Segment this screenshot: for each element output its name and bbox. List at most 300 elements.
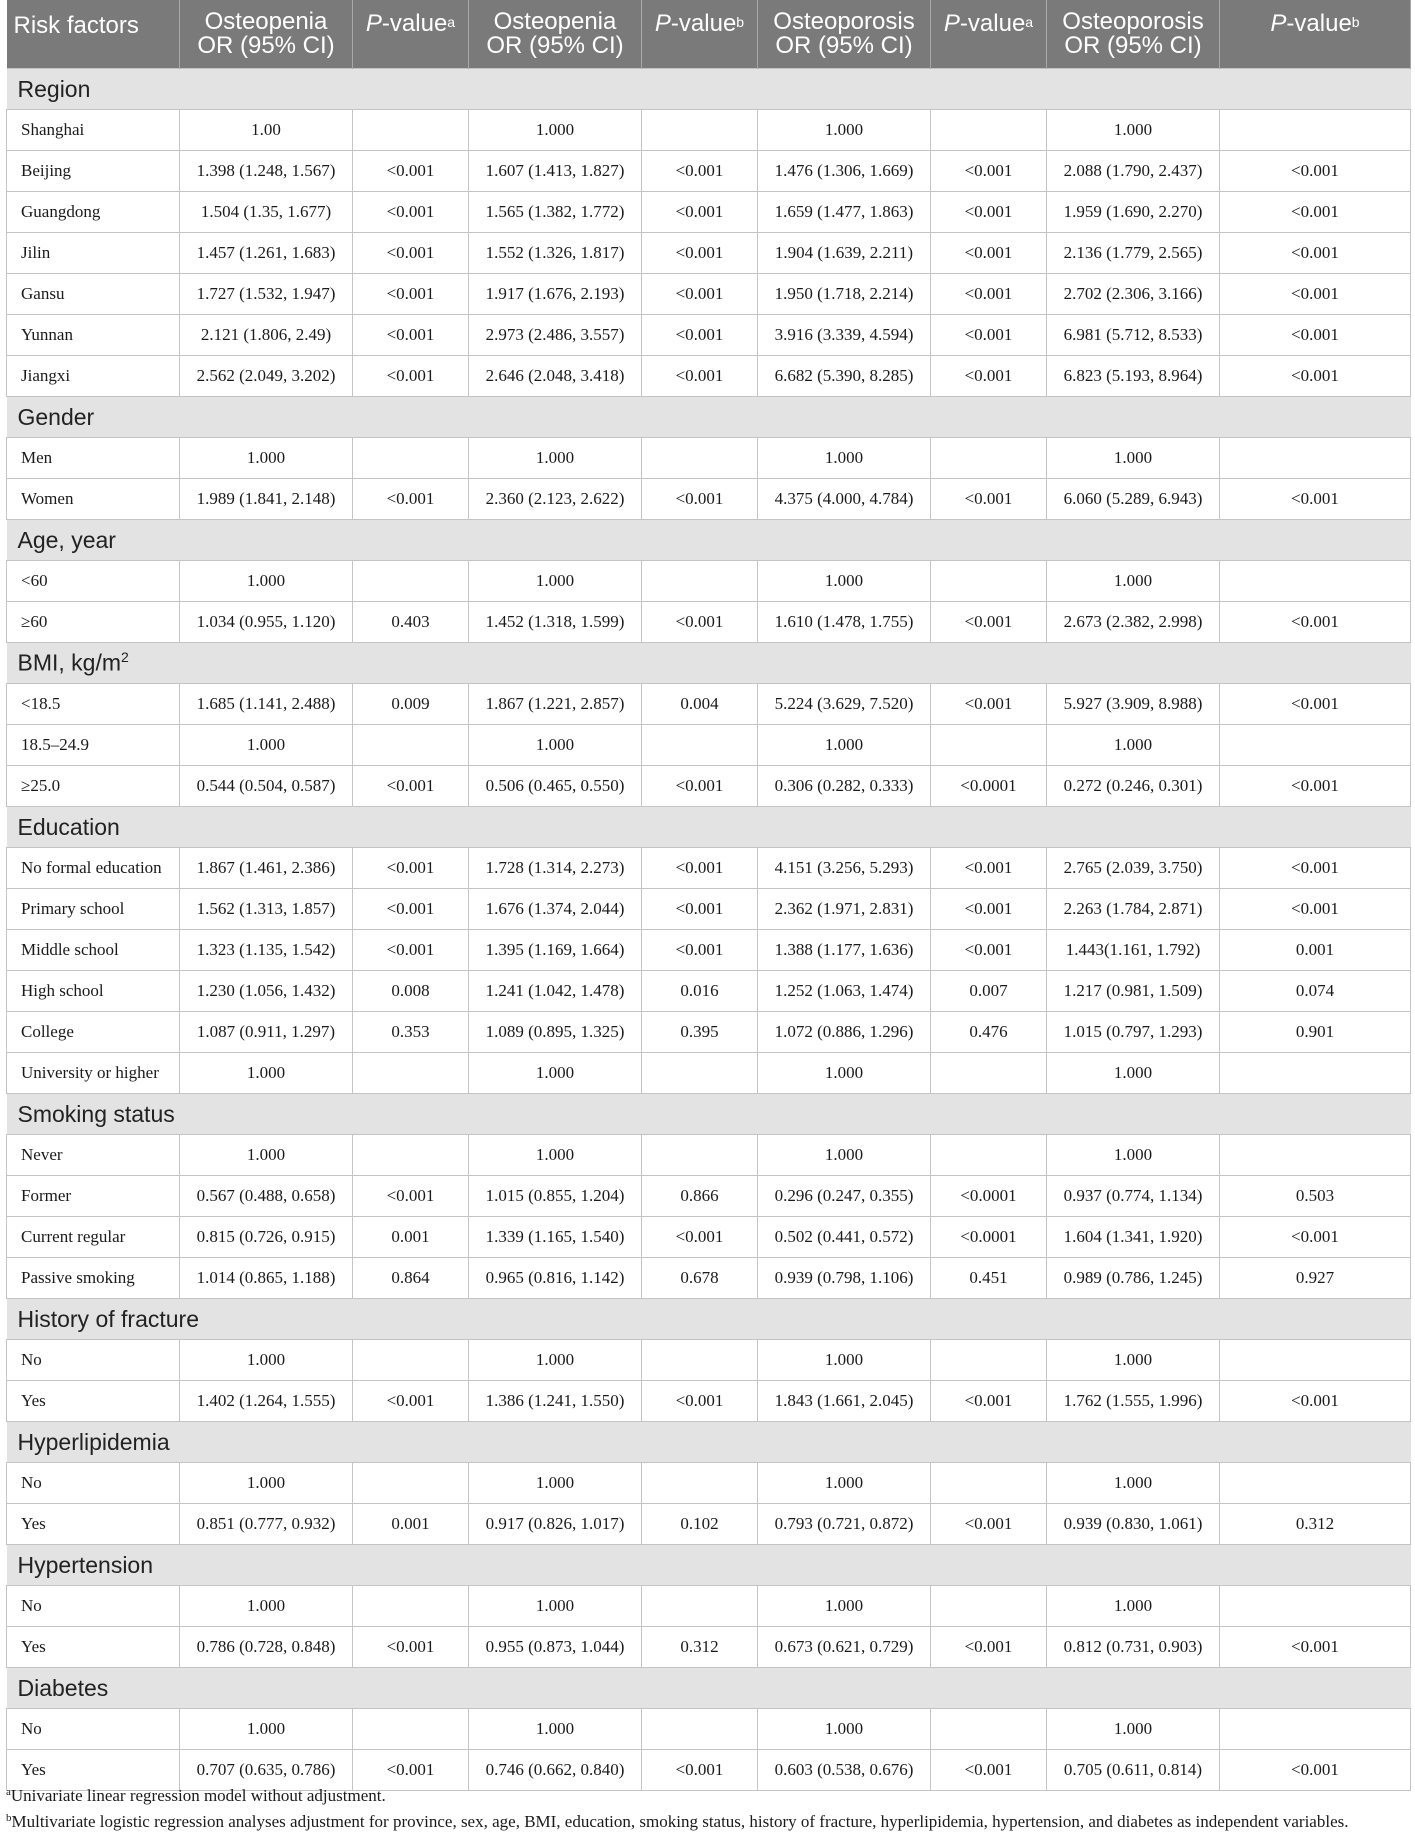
osteopenia-or-b-cell: 1.241 (1.042, 1.478): [469, 971, 642, 1012]
header-pvalue-a-osteopenia: P-value$^a$: [353, 0, 469, 69]
osteoporosis-or-b-cell: 1.959 (1.690, 2.270): [1047, 192, 1220, 233]
osteoporosis-or-b-cell: 1.000: [1047, 725, 1220, 766]
section-title: [7, 1668, 1411, 1709]
table-row: [7, 1217, 1411, 1258]
osteopenia-pvalue-a-cell: [353, 1053, 469, 1094]
osteopenia-or-a-cell: 1.230 (1.056, 1.432): [180, 971, 353, 1012]
osteopenia-or-a-cell: 1.402 (1.264, 1.555): [180, 1381, 353, 1422]
osteoporosis-pvalue-a-cell: <0.001: [931, 479, 1047, 520]
risk-factor-table-container: [6, 0, 1410, 1791]
header-pvalue-b-osteopenia: P-value$^b$: [642, 0, 758, 69]
osteoporosis-or-b-cell: 1.217 (0.981, 1.509): [1047, 971, 1220, 1012]
header-pvalue-a-osteoporosis: P-value$^a$: [931, 0, 1047, 69]
osteoporosis-pvalue-a-cell: <0.0001: [931, 1217, 1047, 1258]
risk-factor-cell: Jilin: [7, 233, 180, 274]
osteopenia-or-a-cell: 0.567 (0.488, 0.658): [180, 1176, 353, 1217]
osteoporosis-pvalue-b-cell: <0.001: [1220, 1217, 1411, 1258]
osteopenia-pvalue-b-cell: <0.001: [642, 1750, 758, 1791]
table-row: [7, 438, 1411, 479]
osteopenia-pvalue-b-cell: [642, 1586, 758, 1627]
osteopenia-pvalue-b-cell: [642, 1135, 758, 1176]
osteoporosis-pvalue-b-cell: <0.001: [1220, 684, 1411, 725]
osteopenia-pvalue-b-cell: <0.001: [642, 192, 758, 233]
osteopenia-pvalue-b-cell: <0.001: [642, 930, 758, 971]
osteoporosis-pvalue-a-cell: [931, 438, 1047, 479]
osteoporosis-pvalue-a-cell: <0.001: [931, 233, 1047, 274]
osteoporosis-pvalue-b-cell: 0.001: [1220, 930, 1411, 971]
osteoporosis-pvalue-a-cell: [931, 1709, 1047, 1750]
risk-factor-cell: ≥25.0: [7, 766, 180, 807]
header-osteoporosis-or-univariate: Osteoporosis OR (95% CI): [758, 0, 931, 69]
osteopenia-pvalue-a-cell: <0.001: [353, 1176, 469, 1217]
osteopenia-pvalue-b-cell: <0.001: [642, 151, 758, 192]
section-title: [7, 69, 1411, 110]
risk-factor-cell: ≥60: [7, 602, 180, 643]
osteoporosis-pvalue-a-cell: [931, 1135, 1047, 1176]
table-row: [7, 1340, 1411, 1381]
osteoporosis-pvalue-a-cell: <0.0001: [931, 766, 1047, 807]
osteopenia-pvalue-a-cell: <0.001: [353, 479, 469, 520]
osteopenia-pvalue-a-cell: 0.009: [353, 684, 469, 725]
section-title-superscript: 2: [121, 649, 129, 666]
osteoporosis-or-b-cell: 2.765 (2.039, 3.750): [1047, 848, 1220, 889]
osteoporosis-pvalue-a-cell: [931, 561, 1047, 602]
osteoporosis-or-a-cell: 1.000: [758, 1053, 931, 1094]
table-row: [7, 1709, 1411, 1750]
osteoporosis-pvalue-b-cell: <0.001: [1220, 602, 1411, 643]
risk-factor-cell: No: [7, 1586, 180, 1627]
osteopenia-or-a-cell: 1.000: [180, 1135, 353, 1176]
osteoporosis-or-a-cell: 1.000: [758, 1135, 931, 1176]
table-row: [7, 1012, 1411, 1053]
osteoporosis-pvalue-b-cell: <0.001: [1220, 1627, 1411, 1668]
section-title: [7, 1094, 1411, 1135]
section-title-text: BMI, kg/m: [17, 649, 122, 676]
osteopenia-pvalue-b-cell: 0.102: [642, 1504, 758, 1545]
osteopenia-or-b-cell: 1.015 (0.855, 1.204): [469, 1176, 642, 1217]
osteopenia-pvalue-a-cell: [353, 725, 469, 766]
osteoporosis-pvalue-a-cell: <0.001: [931, 1750, 1047, 1791]
osteoporosis-or-a-cell: 1.000: [758, 438, 931, 479]
osteoporosis-pvalue-a-cell: 0.007: [931, 971, 1047, 1012]
osteopenia-pvalue-a-cell: [353, 1340, 469, 1381]
osteopenia-or-a-cell: 2.562 (2.049, 3.202): [180, 356, 353, 397]
section-header-hypertension: [7, 1545, 1411, 1586]
osteoporosis-pvalue-b-cell: <0.001: [1220, 192, 1411, 233]
osteoporosis-pvalue-b-cell: 0.074: [1220, 971, 1411, 1012]
osteopenia-or-a-cell: 1.562 (1.313, 1.857): [180, 889, 353, 930]
section-header-hyperlipidemia: [7, 1422, 1411, 1463]
osteoporosis-pvalue-a-cell: <0.001: [931, 315, 1047, 356]
osteoporosis-pvalue-b-cell: <0.001: [1220, 151, 1411, 192]
osteopenia-or-a-cell: 1.014 (0.865, 1.188): [180, 1258, 353, 1299]
osteoporosis-pvalue-b-cell: <0.001: [1220, 315, 1411, 356]
section-title-text: Gender: [17, 403, 95, 430]
osteoporosis-or-b-cell: 1.000: [1047, 438, 1220, 479]
osteopenia-pvalue-b-cell: 0.866: [642, 1176, 758, 1217]
osteoporosis-or-a-cell: 6.682 (5.390, 8.285): [758, 356, 931, 397]
osteoporosis-or-a-cell: 4.151 (3.256, 5.293): [758, 848, 931, 889]
osteopenia-pvalue-a-cell: <0.001: [353, 1381, 469, 1422]
osteopenia-or-a-cell: 0.815 (0.726, 0.915): [180, 1217, 353, 1258]
osteopenia-or-b-cell: 1.728 (1.314, 2.273): [469, 848, 642, 889]
osteopenia-or-a-cell: 1.034 (0.955, 1.120): [180, 602, 353, 643]
section-title: [7, 643, 1411, 684]
osteopenia-or-a-cell: 1.323 (1.135, 1.542): [180, 930, 353, 971]
osteoporosis-or-a-cell: 1.000: [758, 725, 931, 766]
osteoporosis-pvalue-a-cell: [931, 1463, 1047, 1504]
osteopenia-or-a-cell: 1.000: [180, 725, 353, 766]
osteopenia-or-a-cell: 1.000: [180, 1463, 353, 1504]
osteopenia-or-b-cell: 1.000: [469, 110, 642, 151]
risk-factor-cell: Jiangxi: [7, 356, 180, 397]
osteoporosis-pvalue-b-cell: <0.001: [1220, 1381, 1411, 1422]
osteoporosis-pvalue-a-cell: <0.001: [931, 1627, 1047, 1668]
osteoporosis-pvalue-b-cell: <0.001: [1220, 274, 1411, 315]
header-pvalue-b-osteoporosis: P-value$^b$: [1220, 0, 1411, 69]
osteopenia-pvalue-b-cell: [642, 561, 758, 602]
osteoporosis-pvalue-a-cell: 0.451: [931, 1258, 1047, 1299]
osteopenia-pvalue-a-cell: [353, 438, 469, 479]
risk-factor-cell: High school: [7, 971, 180, 1012]
osteoporosis-or-b-cell: 2.263 (1.784, 2.871): [1047, 889, 1220, 930]
osteopenia-pvalue-b-cell: <0.001: [642, 479, 758, 520]
osteopenia-or-b-cell: 1.917 (1.676, 2.193): [469, 274, 642, 315]
osteoporosis-or-a-cell: 1.000: [758, 1586, 931, 1627]
table-row: [7, 889, 1411, 930]
osteoporosis-pvalue-b-cell: [1220, 1709, 1411, 1750]
risk-factor-cell: No formal education: [7, 848, 180, 889]
osteopenia-pvalue-a-cell: 0.001: [353, 1217, 469, 1258]
table-row: [7, 602, 1411, 643]
table-row: [7, 725, 1411, 766]
osteoporosis-or-a-cell: 1.659 (1.477, 1.863): [758, 192, 931, 233]
table-row: [7, 561, 1411, 602]
osteopenia-or-b-cell: 0.746 (0.662, 0.840): [469, 1750, 642, 1791]
osteopenia-or-a-cell: 2.121 (1.806, 2.49): [180, 315, 353, 356]
osteopenia-or-b-cell: 1.000: [469, 1709, 642, 1750]
osteopenia-pvalue-a-cell: [353, 1135, 469, 1176]
osteopenia-or-b-cell: 1.339 (1.165, 1.540): [469, 1217, 642, 1258]
osteoporosis-or-b-cell: 2.088 (1.790, 2.437): [1047, 151, 1220, 192]
osteoporosis-or-b-cell: 6.981 (5.712, 8.533): [1047, 315, 1220, 356]
section-title: [7, 1299, 1411, 1340]
table-header: [7, 0, 1411, 69]
osteoporosis-or-b-cell: 2.136 (1.779, 2.565): [1047, 233, 1220, 274]
osteopenia-or-a-cell: 1.867 (1.461, 2.386): [180, 848, 353, 889]
osteopenia-pvalue-a-cell: [353, 1709, 469, 1750]
osteopenia-pvalue-b-cell: [642, 1340, 758, 1381]
osteoporosis-pvalue-a-cell: <0.001: [931, 356, 1047, 397]
osteopenia-pvalue-a-cell: <0.001: [353, 1750, 469, 1791]
osteoporosis-or-b-cell: 1.000: [1047, 110, 1220, 151]
osteoporosis-pvalue-a-cell: <0.001: [931, 1381, 1047, 1422]
risk-factor-cell: Primary school: [7, 889, 180, 930]
section-title-text: Smoking status: [17, 1100, 175, 1127]
section-header-age-year: [7, 520, 1411, 561]
osteopenia-or-a-cell: 1.504 (1.35, 1.677): [180, 192, 353, 233]
osteopenia-pvalue-b-cell: 0.678: [642, 1258, 758, 1299]
table-row: [7, 274, 1411, 315]
section-title-text: Region: [17, 75, 91, 102]
osteoporosis-pvalue-b-cell: <0.001: [1220, 233, 1411, 274]
risk-factor-cell: Shanghai: [7, 110, 180, 151]
osteopenia-or-b-cell: 1.386 (1.241, 1.550): [469, 1381, 642, 1422]
osteoporosis-pvalue-a-cell: <0.001: [931, 192, 1047, 233]
osteopenia-pvalue-b-cell: 0.016: [642, 971, 758, 1012]
osteopenia-or-a-cell: 1.000: [180, 1709, 353, 1750]
table-row: [7, 1053, 1411, 1094]
osteoporosis-or-b-cell: 0.812 (0.731, 0.903): [1047, 1627, 1220, 1668]
osteopenia-or-a-cell: 1.989 (1.841, 2.148): [180, 479, 353, 520]
osteopenia-or-b-cell: 2.646 (2.048, 3.418): [469, 356, 642, 397]
osteoporosis-or-a-cell: 1.476 (1.306, 1.669): [758, 151, 931, 192]
table-row: [7, 1586, 1411, 1627]
risk-factor-cell: Current regular: [7, 1217, 180, 1258]
risk-factor-cell: Gansu: [7, 274, 180, 315]
osteopenia-pvalue-b-cell: <0.001: [642, 766, 758, 807]
osteopenia-or-b-cell: 2.973 (2.486, 3.557): [469, 315, 642, 356]
section-header-education: [7, 807, 1411, 848]
osteoporosis-pvalue-a-cell: [931, 1053, 1047, 1094]
osteoporosis-or-a-cell: 1.000: [758, 1463, 931, 1504]
osteopenia-or-b-cell: 1.089 (0.895, 1.325): [469, 1012, 642, 1053]
osteoporosis-or-b-cell: 0.939 (0.830, 1.061): [1047, 1504, 1220, 1545]
header-osteoporosis-or-multivariate: Osteoporosis OR (95% CI): [1047, 0, 1220, 69]
section-header-diabetes: [7, 1668, 1411, 1709]
risk-factor-cell: Yes: [7, 1750, 180, 1791]
osteopenia-pvalue-a-cell: <0.001: [353, 930, 469, 971]
osteoporosis-or-a-cell: 1.000: [758, 561, 931, 602]
osteoporosis-or-b-cell: 2.702 (2.306, 3.166): [1047, 274, 1220, 315]
table-row: [7, 192, 1411, 233]
osteopenia-or-b-cell: 1.000: [469, 725, 642, 766]
osteoporosis-pvalue-b-cell: [1220, 110, 1411, 151]
osteopenia-or-b-cell: 1.395 (1.169, 1.664): [469, 930, 642, 971]
osteoporosis-or-a-cell: 1.904 (1.639, 2.211): [758, 233, 931, 274]
osteoporosis-or-a-cell: 1.950 (1.718, 2.214): [758, 274, 931, 315]
table-row: [7, 151, 1411, 192]
osteopenia-pvalue-a-cell: [353, 110, 469, 151]
osteoporosis-pvalue-a-cell: <0.001: [931, 1504, 1047, 1545]
osteopenia-or-a-cell: 1.000: [180, 1586, 353, 1627]
section-title: [7, 520, 1411, 561]
osteoporosis-or-a-cell: 1.000: [758, 1709, 931, 1750]
risk-factor-cell: Passive smoking: [7, 1258, 180, 1299]
osteopenia-or-b-cell: 1.676 (1.374, 2.044): [469, 889, 642, 930]
osteoporosis-or-a-cell: 1.000: [758, 110, 931, 151]
osteopenia-pvalue-b-cell: <0.001: [642, 602, 758, 643]
osteopenia-pvalue-b-cell: [642, 725, 758, 766]
table-row: [7, 684, 1411, 725]
osteopenia-or-b-cell: 1.000: [469, 1340, 642, 1381]
osteoporosis-pvalue-b-cell: [1220, 725, 1411, 766]
osteopenia-or-b-cell: 0.965 (0.816, 1.142): [469, 1258, 642, 1299]
osteopenia-or-b-cell: 1.000: [469, 561, 642, 602]
osteoporosis-pvalue-b-cell: [1220, 1463, 1411, 1504]
osteopenia-pvalue-b-cell: 0.004: [642, 684, 758, 725]
osteoporosis-pvalue-a-cell: [931, 1340, 1047, 1381]
risk-factor-cell: Yunnan: [7, 315, 180, 356]
osteoporosis-or-a-cell: 0.673 (0.621, 0.729): [758, 1627, 931, 1668]
osteopenia-pvalue-b-cell: <0.001: [642, 848, 758, 889]
osteoporosis-or-b-cell: 0.272 (0.246, 0.301): [1047, 766, 1220, 807]
section-header-history-of-fracture: [7, 1299, 1411, 1340]
osteopenia-pvalue-a-cell: 0.001: [353, 1504, 469, 1545]
risk-factor-cell: Former: [7, 1176, 180, 1217]
osteoporosis-pvalue-b-cell: <0.001: [1220, 848, 1411, 889]
table-row: [7, 1135, 1411, 1176]
section-title-text: Diabetes: [17, 1674, 109, 1701]
osteoporosis-pvalue-a-cell: <0.0001: [931, 1176, 1047, 1217]
osteopenia-pvalue-a-cell: 0.864: [353, 1258, 469, 1299]
footnote-b: $^b$Multivariate logistic regression analyses adjustment for province, sex, age, BMI, education, smoking status, history of fracture, hyperlipidemia, hypertension, and diabetes as independent variables.: [6, 1812, 1349, 1831]
osteoporosis-or-b-cell: 1.604 (1.341, 1.920): [1047, 1217, 1220, 1258]
osteopenia-or-a-cell: 1.087 (0.911, 1.297): [180, 1012, 353, 1053]
osteopenia-pvalue-b-cell: [642, 1463, 758, 1504]
osteoporosis-or-a-cell: 0.793 (0.721, 0.872): [758, 1504, 931, 1545]
osteopenia-or-a-cell: 1.00: [180, 110, 353, 151]
osteopenia-or-a-cell: 0.786 (0.728, 0.848): [180, 1627, 353, 1668]
osteopenia-pvalue-a-cell: <0.001: [353, 889, 469, 930]
osteoporosis-or-b-cell: 1.000: [1047, 1135, 1220, 1176]
osteopenia-pvalue-b-cell: 0.395: [642, 1012, 758, 1053]
osteoporosis-or-b-cell: 1.443(1.161, 1.792): [1047, 930, 1220, 971]
osteoporosis-or-b-cell: 5.927 (3.909, 8.988): [1047, 684, 1220, 725]
section-title-text: History of fracture: [17, 1305, 199, 1332]
footnote-a: $^a$Univariate linear regression model without adjustment.: [6, 1786, 386, 1805]
header-osteopenia-or-univariate: Osteopenia OR (95% CI): [180, 0, 353, 69]
osteoporosis-pvalue-b-cell: [1220, 438, 1411, 479]
osteoporosis-pvalue-b-cell: <0.001: [1220, 889, 1411, 930]
osteoporosis-or-b-cell: 6.060 (5.289, 6.943): [1047, 479, 1220, 520]
osteopenia-pvalue-b-cell: <0.001: [642, 889, 758, 930]
risk-factor-cell: Yes: [7, 1381, 180, 1422]
risk-factor-cell: Yes: [7, 1627, 180, 1668]
osteoporosis-or-a-cell: 0.502 (0.441, 0.572): [758, 1217, 931, 1258]
osteopenia-or-b-cell: 0.917 (0.826, 1.017): [469, 1504, 642, 1545]
osteoporosis-or-b-cell: 1.015 (0.797, 1.293): [1047, 1012, 1220, 1053]
osteoporosis-pvalue-a-cell: <0.001: [931, 151, 1047, 192]
osteoporosis-or-a-cell: 1.388 (1.177, 1.636): [758, 930, 931, 971]
section-title: [7, 397, 1411, 438]
osteoporosis-pvalue-b-cell: <0.001: [1220, 356, 1411, 397]
osteoporosis-or-a-cell: 1.610 (1.478, 1.755): [758, 602, 931, 643]
osteoporosis-pvalue-b-cell: <0.001: [1220, 766, 1411, 807]
osteoporosis-or-a-cell: 1.252 (1.063, 1.474): [758, 971, 931, 1012]
osteoporosis-pvalue-a-cell: <0.001: [931, 602, 1047, 643]
osteopenia-or-b-cell: 2.360 (2.123, 2.622): [469, 479, 642, 520]
osteopenia-or-b-cell: 1.607 (1.413, 1.827): [469, 151, 642, 192]
osteopenia-or-b-cell: 1.000: [469, 1586, 642, 1627]
osteopenia-or-a-cell: 1.000: [180, 1053, 353, 1094]
osteopenia-pvalue-b-cell: <0.001: [642, 233, 758, 274]
risk-factor-cell: College: [7, 1012, 180, 1053]
osteopenia-or-a-cell: 1.727 (1.532, 1.947): [180, 274, 353, 315]
osteopenia-pvalue-b-cell: [642, 110, 758, 151]
osteopenia-or-b-cell: 1.552 (1.326, 1.817): [469, 233, 642, 274]
osteoporosis-or-b-cell: 0.989 (0.786, 1.245): [1047, 1258, 1220, 1299]
osteopenia-or-a-cell: 1.000: [180, 561, 353, 602]
osteopenia-or-b-cell: 1.000: [469, 1135, 642, 1176]
risk-factor-cell: Yes: [7, 1504, 180, 1545]
osteopenia-pvalue-a-cell: [353, 1586, 469, 1627]
table-row: [7, 930, 1411, 971]
osteopenia-pvalue-a-cell: 0.008: [353, 971, 469, 1012]
table-row: [7, 1176, 1411, 1217]
osteopenia-pvalue-a-cell: <0.001: [353, 315, 469, 356]
table-row: [7, 971, 1411, 1012]
osteopenia-pvalue-b-cell: <0.001: [642, 1217, 758, 1258]
osteoporosis-pvalue-a-cell: <0.001: [931, 274, 1047, 315]
osteoporosis-pvalue-b-cell: 0.312: [1220, 1504, 1411, 1545]
osteopenia-pvalue-b-cell: [642, 1709, 758, 1750]
risk-factor-cell: Never: [7, 1135, 180, 1176]
osteopenia-or-b-cell: 0.506 (0.465, 0.550): [469, 766, 642, 807]
osteopenia-pvalue-a-cell: <0.001: [353, 192, 469, 233]
osteoporosis-or-b-cell: 1.000: [1047, 1340, 1220, 1381]
risk-factor-cell: 18.5–24.9: [7, 725, 180, 766]
osteoporosis-pvalue-b-cell: <0.001: [1220, 1750, 1411, 1791]
table-row: [7, 1381, 1411, 1422]
osteoporosis-pvalue-b-cell: 0.503: [1220, 1176, 1411, 1217]
table-row: [7, 233, 1411, 274]
osteoporosis-or-a-cell: 0.306 (0.282, 0.333): [758, 766, 931, 807]
osteoporosis-pvalue-b-cell: <0.001: [1220, 479, 1411, 520]
osteopenia-pvalue-b-cell: [642, 1053, 758, 1094]
table-row: [7, 1627, 1411, 1668]
osteopenia-pvalue-a-cell: <0.001: [353, 1627, 469, 1668]
osteopenia-or-a-cell: 0.544 (0.504, 0.587): [180, 766, 353, 807]
risk-factor-cell: No: [7, 1340, 180, 1381]
osteopenia-pvalue-a-cell: 0.353: [353, 1012, 469, 1053]
osteopenia-or-a-cell: 0.707 (0.635, 0.786): [180, 1750, 353, 1791]
osteopenia-or-b-cell: 0.955 (0.873, 1.044): [469, 1627, 642, 1668]
risk-factor-cell: <18.5: [7, 684, 180, 725]
osteopenia-pvalue-b-cell: 0.312: [642, 1627, 758, 1668]
osteoporosis-or-b-cell: 1.000: [1047, 1053, 1220, 1094]
risk-factor-cell: Middle school: [7, 930, 180, 971]
osteopenia-pvalue-b-cell: <0.001: [642, 356, 758, 397]
section-header-bmi-kg-m: [7, 643, 1411, 684]
risk-factor-cell: Beijing: [7, 151, 180, 192]
osteoporosis-or-a-cell: 4.375 (4.000, 4.784): [758, 479, 931, 520]
risk-factor-cell: No: [7, 1463, 180, 1504]
osteoporosis-or-b-cell: 1.000: [1047, 1463, 1220, 1504]
osteopenia-or-b-cell: 1.000: [469, 438, 642, 479]
osteopenia-or-b-cell: 1.000: [469, 1053, 642, 1094]
osteopenia-pvalue-b-cell: <0.001: [642, 315, 758, 356]
osteoporosis-or-b-cell: 0.705 (0.611, 0.814): [1047, 1750, 1220, 1791]
osteopenia-pvalue-a-cell: <0.001: [353, 356, 469, 397]
osteoporosis-pvalue-a-cell: <0.001: [931, 684, 1047, 725]
table-row: [7, 110, 1411, 151]
section-title-text: Hyperlipidemia: [17, 1428, 170, 1455]
table-row: [7, 479, 1411, 520]
osteoporosis-pvalue-b-cell: 0.901: [1220, 1012, 1411, 1053]
section-title-text: Age, year: [17, 526, 116, 553]
osteopenia-pvalue-a-cell: 0.403: [353, 602, 469, 643]
osteopenia-or-b-cell: 1.452 (1.318, 1.599): [469, 602, 642, 643]
osteopenia-or-a-cell: 1.685 (1.141, 2.488): [180, 684, 353, 725]
table-row: [7, 1258, 1411, 1299]
osteoporosis-or-b-cell: 6.823 (5.193, 8.964): [1047, 356, 1220, 397]
osteoporosis-pvalue-b-cell: [1220, 1586, 1411, 1627]
osteoporosis-or-a-cell: 1.072 (0.886, 1.296): [758, 1012, 931, 1053]
osteopenia-or-b-cell: 1.000: [469, 1463, 642, 1504]
osteoporosis-pvalue-b-cell: [1220, 1053, 1411, 1094]
osteoporosis-or-a-cell: 5.224 (3.629, 7.520): [758, 684, 931, 725]
